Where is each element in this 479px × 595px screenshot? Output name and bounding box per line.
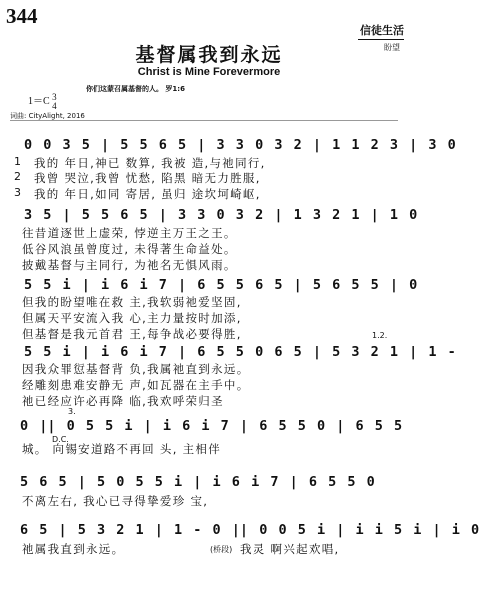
lyrics-line: 我灵 啊兴起欢唱, [240, 542, 340, 556]
notes-system-1: 0 0 3 5 | 5 5 6 5 | 3 3 0 3 2 | 1 1 2 3 | 3 0 [24, 137, 456, 153]
notes-system-5: 0 || 0 5 5 i | i 6 i 7 | 6 5 5 0 | 6 5 5 [20, 418, 403, 434]
notes-system-6: 5 6 5 | 5 0 5 5 i | i 6 i 7 | 6 5 5 0 [20, 474, 375, 490]
lyrics-line: 不离左右, 我心已寻得挚爱珍 宝, [22, 494, 209, 508]
lyrics-line: 城。 向锡安道路不再回 头, 主相伴 [22, 442, 222, 456]
credits: 词曲: CityAlight, 2016 [10, 112, 85, 120]
verse-number: 2 [14, 170, 23, 183]
notes-system-7: 6 5 | 5 3 2 1 | 1 - 0 || 0 0 5 i | i i 5 i | i 0 [20, 522, 479, 538]
category-divider [358, 39, 404, 40]
lyrics-line: 但我的盼望唯在救 主,我软弱祂爱坚固, [22, 295, 242, 309]
lyrics-line: 低谷风浪虽曾度过, 未得著生命益处。 [22, 242, 237, 256]
lyrics-line: 往昔道逐世上虚荣, 悖逆主万王之王。 [22, 226, 237, 240]
scripture-reference: 你们这蒙召属基督的人。 罗1:6 [86, 85, 185, 93]
time-sig-bottom: 4 [52, 100, 57, 111]
lyrics-line: 我曾 哭泣,我曾 忧愁, 陷黑 暗无力胜服, [34, 171, 261, 185]
volta-mark: 1.2. [372, 331, 388, 340]
key-label: 1＝C [28, 96, 50, 107]
lyrics-line: 祂已经应许必再降 临,我欢呼荣归圣 [22, 394, 224, 408]
lyrics-line: 但基督是我元首君 王,每争战必要得胜, [22, 327, 242, 341]
lyrics-line: 经雕刻患难安静无 声,如瓦器在主手中。 [22, 378, 250, 392]
volta-mark: 3. [68, 407, 76, 416]
subcategory-label: 盼望 [384, 43, 400, 52]
verse-number: 3 [14, 186, 23, 199]
lyrics-line: 因我众罪愆基督背 负,我属祂直到永远。 [22, 362, 250, 376]
lyrics-line: 我的 年日,神已 数算, 我被 造,与祂同行, [34, 156, 266, 170]
notes-system-3: 5 5 i | i 6 i 7 | 6 5 5 6 5 | 5 6 5 5 | 0 [24, 277, 418, 293]
bridge-label: (桥段) [210, 545, 233, 554]
da-capo-mark: D.C. [52, 435, 69, 444]
lyrics-line: 我的 年日,如同 寄居, 虽归 途坎坷崎岖, [34, 187, 261, 201]
lyrics-line: 祂属我直到永远。 [22, 542, 125, 556]
time-sig-top: 3 [52, 91, 57, 102]
page-number: 344 [6, 4, 38, 28]
song-subtitle: Christ is Mine Forevermore [137, 66, 281, 78]
verse-number: 1 [14, 155, 23, 168]
notes-system-4: 5 5 i | i 6 i 7 | 6 5 5 0 6 5 | 5 3 2 1 | 1 - [24, 344, 456, 360]
notes-system-2: 3 5 | 5 5 6 5 | 3 3 0 3 2 | 1 3 2 1 | 1 0 [24, 207, 418, 223]
song-title: 基督属我到永远 [135, 44, 283, 66]
category-label: 信徒生活 [360, 24, 404, 37]
lyrics-line: 但属天平安流入我 心,主力量按时加添, [22, 311, 242, 325]
lyrics-line: 披戴基督与主同行, 为祂名无惧风雨。 [22, 258, 237, 272]
header-divider [10, 120, 398, 121]
key-signature [28, 92, 57, 111]
